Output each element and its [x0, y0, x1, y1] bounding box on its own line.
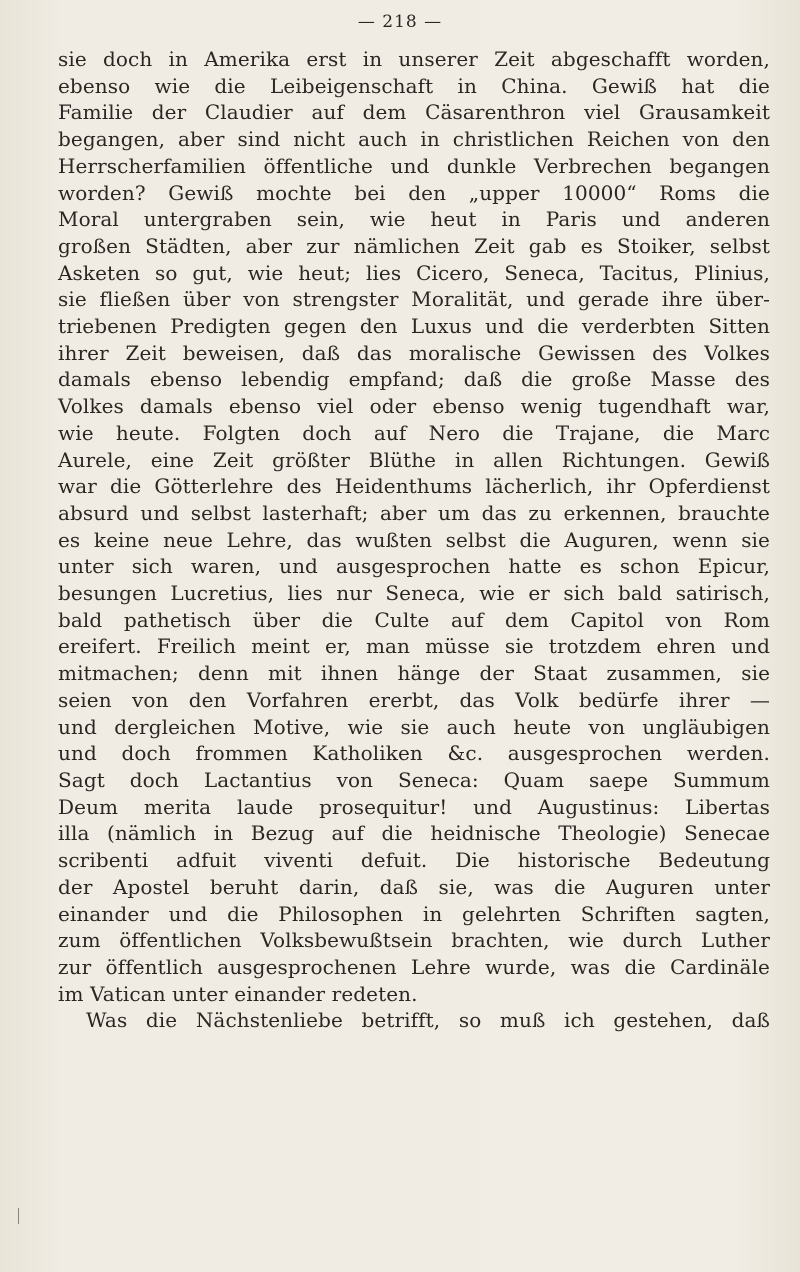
text-line: sie doch in Amerika erst in unserer Zeit abgeschafft worden, — [58, 47, 770, 71]
text-line: zum öffentlichen Volksbewußtsein brachten, wie durch Luther — [58, 928, 770, 953]
text-line: und doch frommen Katholiken &c. ausgesprochen werden. — [58, 741, 770, 766]
text-line: Was die Nächstenliebe betrifft, so muß ich gestehen, daß — [86, 1008, 770, 1033]
text-line: damals ebenso lebendig empfand; daß die große Masse des — [58, 367, 770, 392]
text-line: begangen, aber sind nicht auch in christlichen Reichen von den — [58, 127, 770, 152]
body-text — [58, 46, 770, 1034]
text-line: ereifert. Freilich meint er, man müsse sie trotzdem ehren und — [58, 634, 770, 659]
text-line: illa (nämlich in Bezug auf die heidnische Theologie) Senecae — [58, 821, 770, 846]
text-line: Sagt doch Lactantius von Seneca: Quam saepe Summum — [58, 767, 770, 792]
text-line: war die Götterlehre des Heidenthums lächerlich, ihr Opferdienst — [58, 474, 770, 499]
text-line: absurd und selbst lasterhaft; aber um das zu erkennen, brauchte — [58, 500, 770, 525]
text-line: großen Städten, aber zur nämlichen Zeit gab es Stoiker, selbst — [58, 233, 770, 258]
text-line: und dergleichen Motive, wie sie auch heute von ungläubigen — [58, 714, 770, 739]
text-line: Deum merita laude prosequitur! und Augustinus: Libertas — [58, 794, 770, 819]
text-line: wie heute. Folgten doch auf Nero die Trajane, die Marc — [58, 420, 770, 445]
text-line: ebenso wie die Leibeigenschaft in China. Gewiß hat die — [58, 73, 770, 98]
page-number-header: — 218 — — [357, 12, 443, 32]
text-line: Moral untergraben sein, wie heut in Paris und anderen — [58, 207, 770, 232]
text-line: Volkes damals ebenso viel oder ebenso wenig tugendhaft war, — [58, 394, 770, 419]
text-line: triebenen Predigten gegen den Luxus und die verderbten Sitten — [58, 314, 770, 339]
text-line: worden? Gewiß mochte bei den „upper 10000“ Roms die — [58, 180, 770, 205]
text-line: Aurele, eine Zeit größter Blüthe in allen Richtungen. Gewiß — [58, 447, 770, 472]
text-line: scribenti adfuit viventi defuit. Die historische Bedeutung — [58, 848, 770, 873]
text-line: es keine neue Lehre, das wußten selbst die Auguren, wenn sie — [58, 527, 770, 552]
text-line: Asketen so gut, wie heut; lies Cicero, Seneca, Tacitus, Plinius, — [58, 260, 770, 285]
text-line: besungen Lucretius, lies nur Seneca, wie er sich bald satirisch, — [58, 581, 770, 606]
text-line: ihrer Zeit beweisen, daß das moralische Gewissen des Volkes — [58, 340, 770, 365]
text-line: einander und die Philosophen in gelehrten Schriften sagten, — [58, 901, 770, 926]
text-line: Herrscherfamilien öffentliche und dunkle Verbrechen begangen — [58, 153, 770, 178]
text-line: im Vatican unter einander redeten. — [58, 981, 418, 1006]
text-line: Familie der Claudier auf dem Cäsarenthron viel Grausamkeit — [58, 100, 770, 125]
text-line: seien von den Vorfahren ererbt, das Volk bedürfe ihrer — — [58, 687, 770, 712]
text-line: der Apostel beruht darin, daß sie, was die Auguren unter — [58, 874, 770, 899]
text-line: mitmachen; denn mit ihnen hänge der Staat zusammen, sie — [58, 661, 770, 686]
text-line: unter sich waren, und ausgesprochen hatte es schon Epicur, — [58, 554, 770, 579]
text-line: bald pathetisch über die Culte auf dem Capitol von Rom — [58, 607, 770, 632]
margin-stroke — [18, 1208, 22, 1224]
text-line: zur öffentlich ausgesprochenen Lehre wurde, was die Cardinäle — [58, 954, 770, 979]
text-line: sie fließen über von strengster Moralität, und gerade ihre über- — [58, 287, 770, 312]
